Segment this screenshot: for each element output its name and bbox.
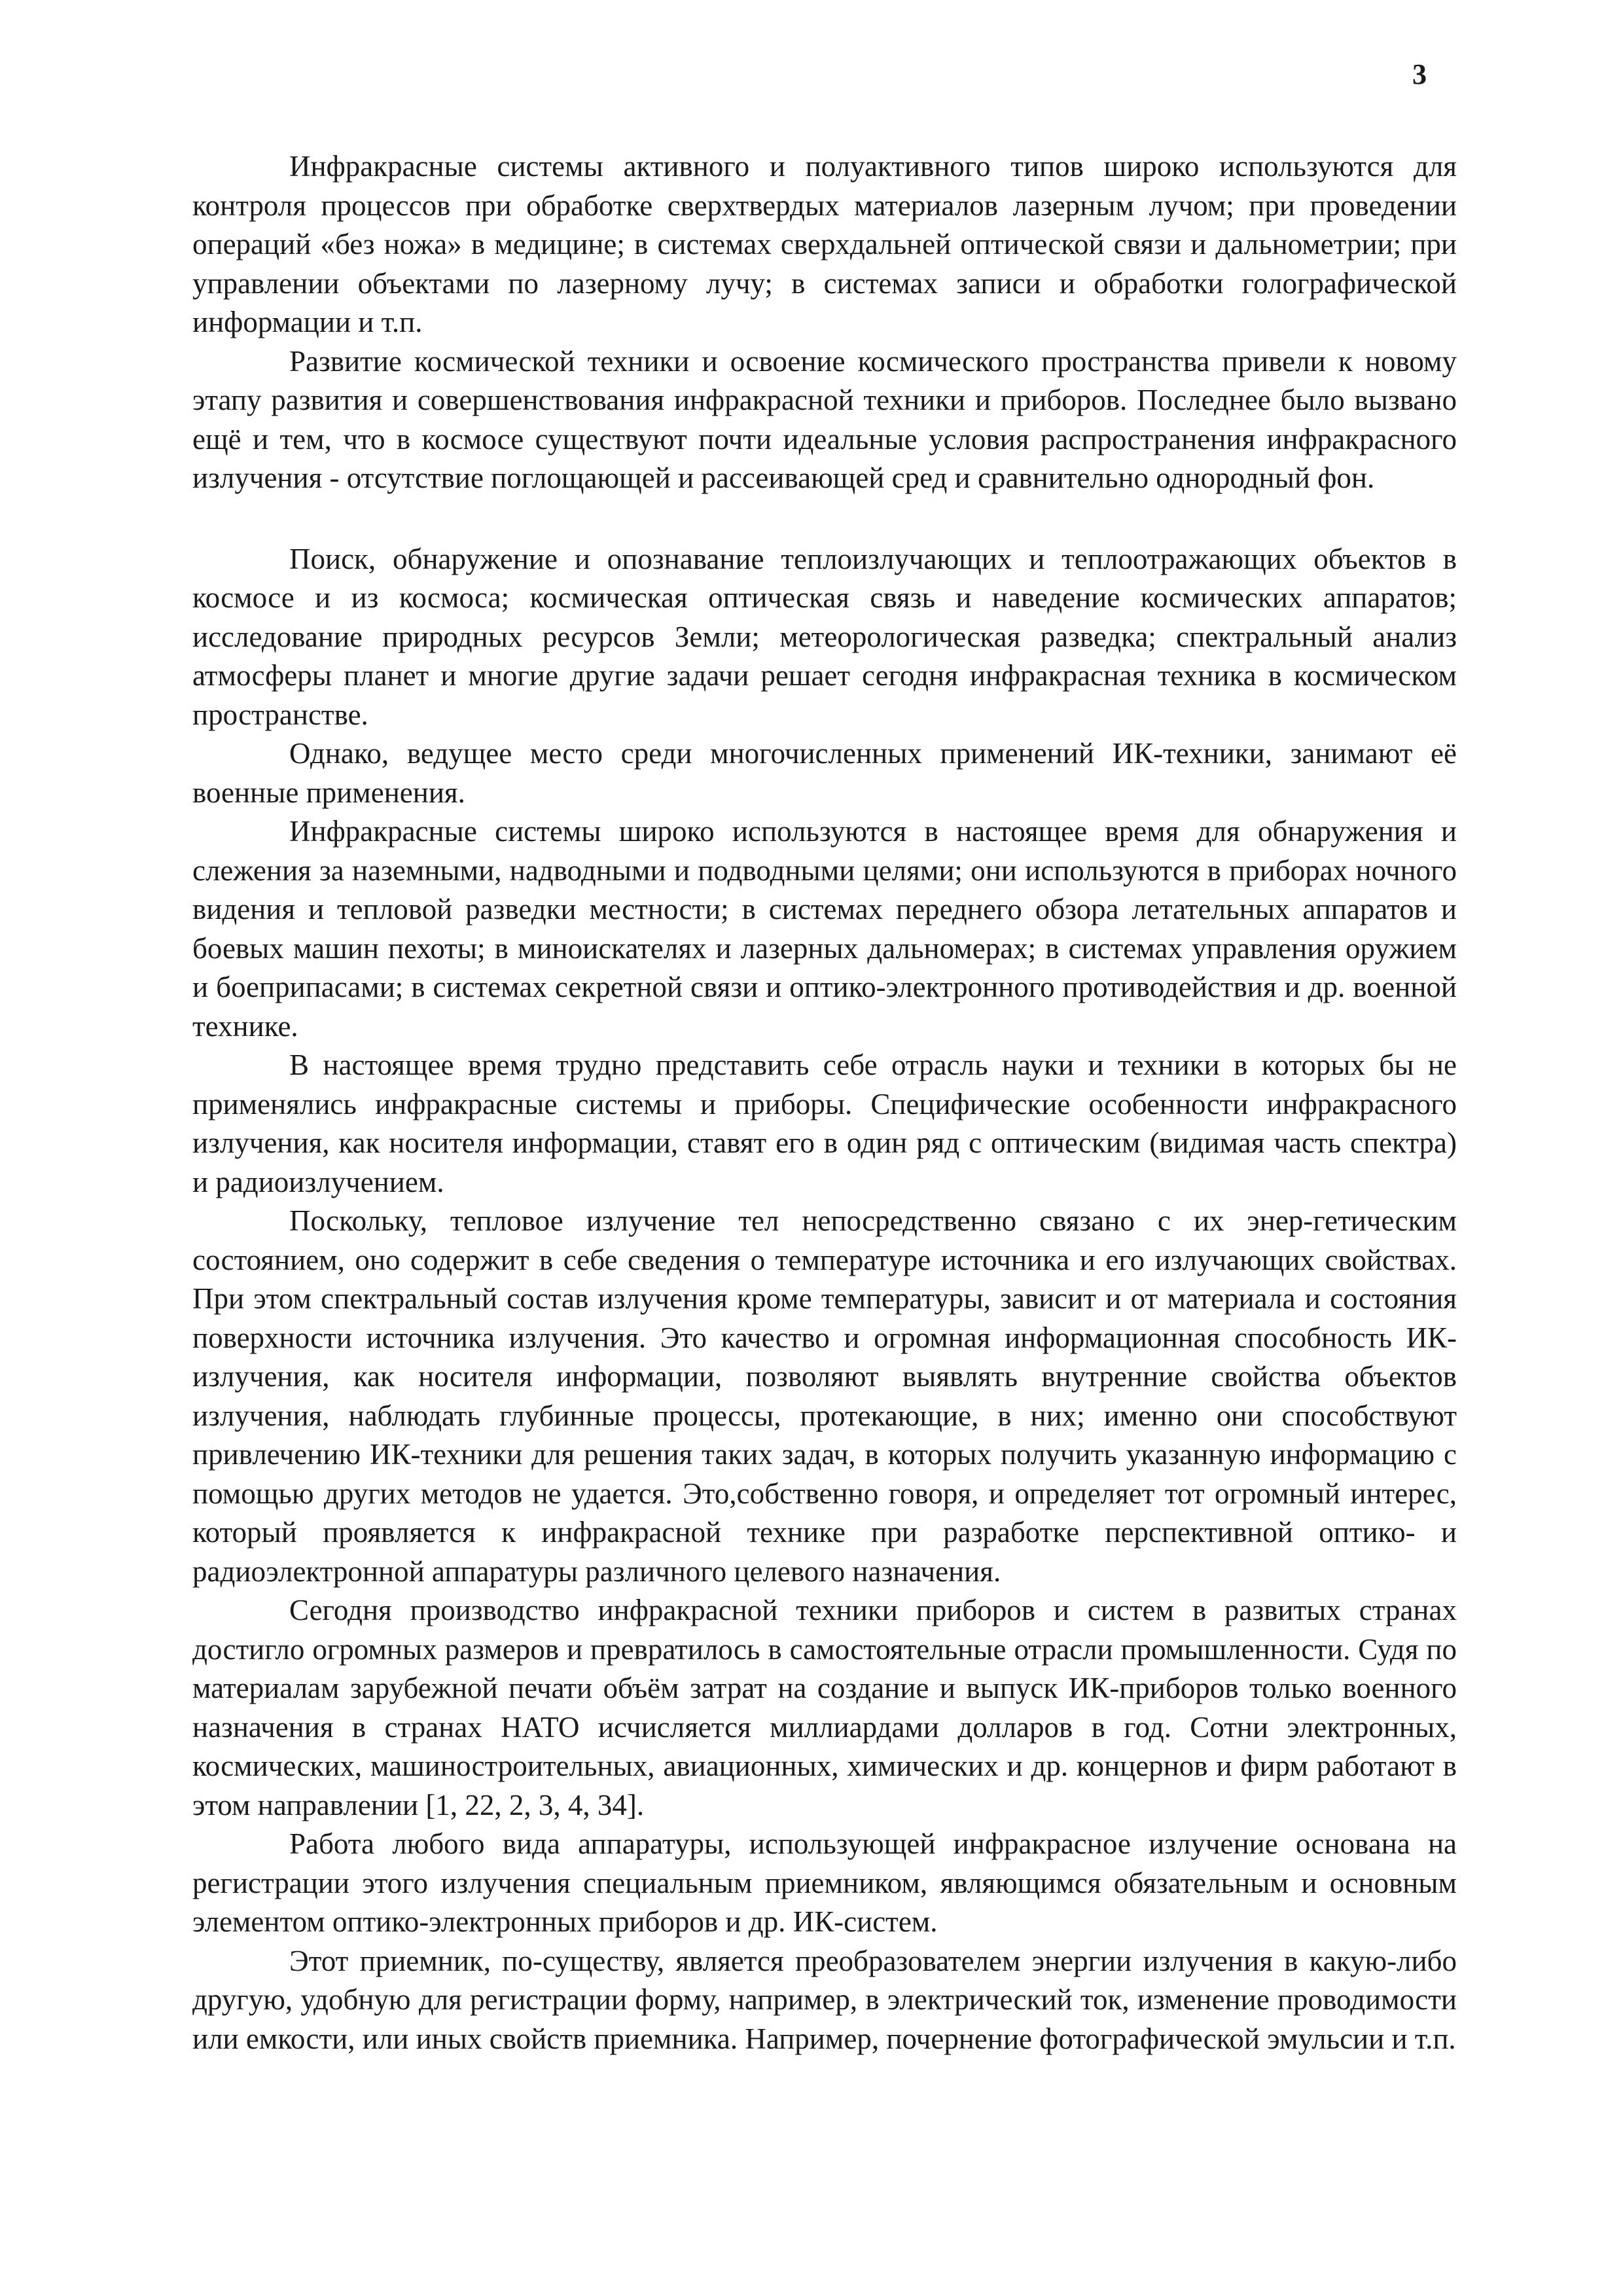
paragraph-6: В настоящее время трудно представить себе отрасль науки и техники в которых бы не применялись инфракрасные системы и приборы. Специфические особенности инфракрасного излучения, как носителя информации, ставят его в один ряд с оптическим (видимая часть спектра) и радиоизлучением. [192,1049,1457,1198]
body-text [192,147,1457,2058]
paragraph-8: Сегодня производство инфракрасной техники приборов и систем в развитых странах достигло огромных размеров и превратилось в самостоятельные отрасли промышленности. Судя по материалам зарубежной печати объём затрат на создание и выпуск ИК-приборов только военного назначения в странах НАТО исчисляется миллиардами долларов в год. Сотни электронных, космических, машиностроительных, авиационных, химических и др. концернов и фирм работают в этом направлении [1, 22, 2, 3, 4, 34]. [192,1594,1457,1821]
paragraph-1: Инфракрасные системы активного и полуактивного типов широко используются для контроля процессов при обработке сверхтвердых материалов лазерным лучом; при проведении операций «без ножа» в медицине; в системах сверхдальней оптической связи и дальнометрии; при управлении объектами по лазерному лучу; в системах записи и обработки голографической информации и т.п. [192,150,1457,338]
paragraph-7: Поскольку, тепловое излучение тел непосредственно связано с их энер-гетическим состоянием, оно содержит в себе сведения о температуре источника и его излучающих свойствах. При этом спектральный состав излучения кроме температуры, зависит и от материала и состояния поверхности источника излучения. Это качество и огромная информационная способность ИК-излучения, как носителя информации, позволяют выявлять внутренние свойства объектов излучения, наблюдать глубинные процессы, протекающие, в них; именно они способствуют привлечению ИК-техники для решения таких задач, в которых получить указанную информацию с помощью других методов не удается. Это,собственно говоря, и определяет тот огромный интерес, который проявляется к инфракрасной технике при разработке перспективной оптико- и радиоэлектронной аппаратуры различного целевого назначения. [192,1204,1457,1588]
page-number: 3 [1412,58,1427,90]
paragraph-9: Работа любого вида аппаратуры, использующей инфракрасное излучение основана на регистрации этого излучения специальным приемником, являющимся обязательным и основным элементом оптико-электронных приборов и др. ИК-систем. [192,1827,1457,1938]
paragraph-10: Этот приемник, по-существу, является преобразователем энергии излучения в какую-либо другую, удобную для регистрации форму, например, в электрический ток, изменение проводимости или емкости, или иных свойств приемника. Например, почернение фотографической эмульсии и т.п. [192,1944,1457,2055]
paragraph-gap [192,498,1457,540]
paragraph-4: Однако, ведущее место среди многочисленных применений ИК-техники, занимают её военные применения. [192,737,1457,809]
paragraph-5: Инфракрасные системы широко используются в настоящее время для обнаружения и слежения за наземными, надводными и подводными целями; они используются в приборах ночного видения и тепловой разведки местности; в системах переднего обзора летательных аппаратов и боевых машин пехоты; в миноискателях и лазерных дальномерах; в системах управления оружием и боеприпасами; в системах секретной связи и оптико-электронного противодействия и др. военной технике. [192,815,1457,1043]
paragraph-2: Развитие космической техники и освоение космического пространства привели к новому этапу развития и совершенствования инфракрасной техники и приборов. Последнее было вызвано ещё и тем, что в космосе существуют почти идеальные условия распространения инфракрасного излучения - отсутствие поглощающей и рассеивающей сред и сравнительно однородный фон. [192,344,1457,494]
paragraph-3: Поиск, обнаружение и опознавание теплоизлучающих и теплоотражающих объектов в космосе и из космоса; космическая оптическая связь и наведение космических аппаратов; исследование природных ресурсов Земли; метеорологическая разведка; спектральный анализ атмосферы планет и многие другие задачи решает сегодня инфракрасная техника в космическом пространстве. [192,542,1457,731]
